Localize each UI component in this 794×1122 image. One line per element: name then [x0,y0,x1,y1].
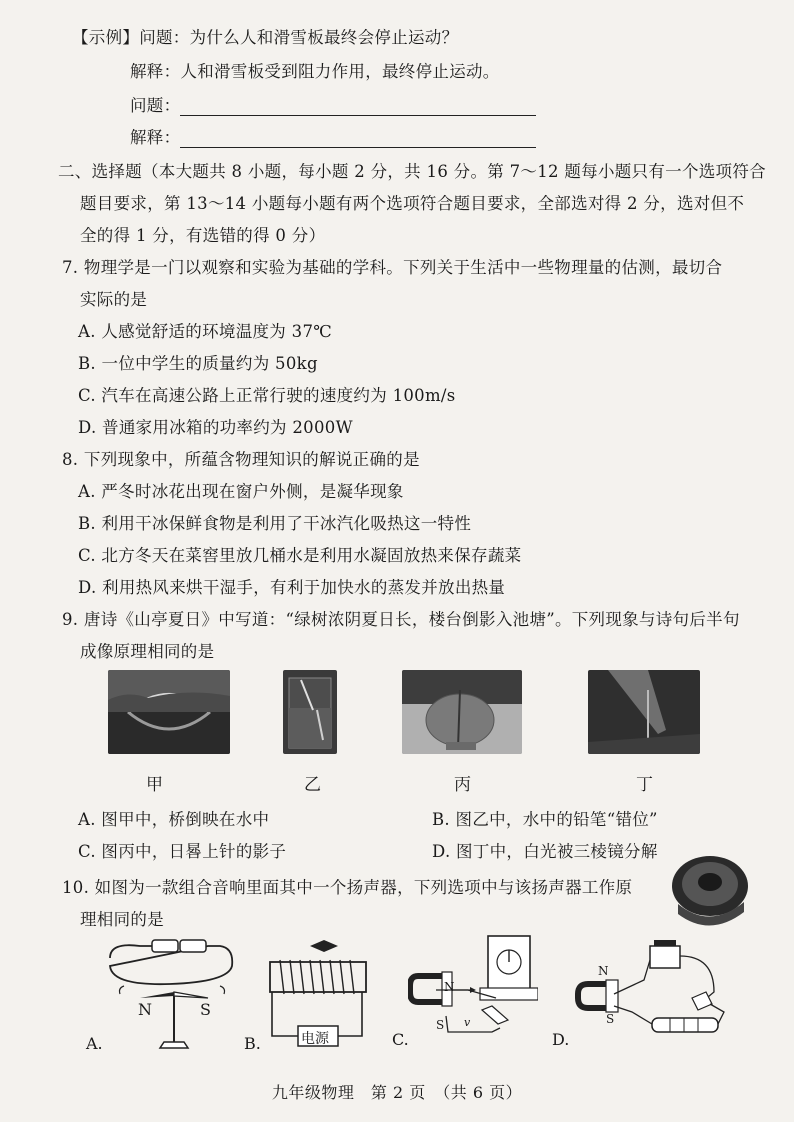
pencil-in-water-photo [283,670,337,754]
diagram-d-motor [574,932,734,1056]
q9-option-d[interactable]: D. 图丁中，白光被三棱镜分解 [432,842,658,861]
example-question [72,24,458,48]
q9-option-c[interactable]: C. 图丙中，日晷上针的影子 [78,842,287,861]
explanation-answer-blank[interactable] [180,131,536,148]
page-footer: 九年级物理 第 2 页 （共 6 页） [271,1083,523,1102]
explanation-blank-row [130,124,536,148]
q8-stem: 8. 下列现象中，所蕴含物理知识的解说正确的是 [62,450,420,469]
diag-c-n: N [444,980,455,994]
diag-d-s: S [606,1012,615,1026]
example-tag: 【示例】 [72,28,140,47]
speaker-photo [664,852,752,928]
diag-a-s: S [200,1000,211,1019]
diag-d-n: N [598,964,609,978]
q8-option-b[interactable]: B. 利用干冰保鲜食物是利用了干冰汽化吸热这一特性 [78,514,472,533]
q9-stem-line2: 成像原理相同的是 [80,642,215,661]
q7-option-a[interactable]: A. 人感觉舒适的环境温度为 37℃ [78,322,333,341]
q8-option-d[interactable]: D. 利用热风来烘干湿手，有利于加快水的蒸发并放出热量 [78,578,506,597]
q10-stem-line1: 10. 如图为一款组合音响里面其中一个扬声器，下列选项中与该扬声器工作原 [62,878,633,897]
diag-c-v: v [464,1016,471,1029]
question-answer-blank[interactable] [180,99,536,116]
example-question-text: 问题：为什么人和滑雪板最终会停止运动？ [139,28,459,47]
caption-yi: 乙 [304,775,321,795]
q7-stem-line2: 实际的是 [80,290,148,309]
sundial-photo [402,670,522,754]
caption-bing: 丙 [454,775,471,795]
section2-heading-line1 [58,158,766,182]
q7-option-d[interactable]: D. 普通家用冰箱的功率约为 2000W [78,418,353,437]
q9-option-b[interactable]: B. 图乙中，水中的铅笔“错位” [432,810,658,829]
q10-stem-line2: 理相同的是 [80,910,164,929]
example-explanation: 解释：人和滑雪板受到阻力作用，最终停止运动。 [130,62,500,81]
section2-heading-text1: 二、选择题（本大题共 8 小题，每小题 2 分，共 16 分。第 7～12 题每小题只有一个选项符合 [58,162,766,181]
caption-jia: 甲 [146,775,163,795]
question-label: 问题： [130,96,181,115]
section2-heading-line3: 全的得 1 分，有选错的得 0 分） [80,226,326,245]
bridge-reflection-photo [108,670,230,754]
diagram-a-oersted [100,936,240,1056]
caption-ding: 丁 [636,775,653,795]
q10-option-d-label[interactable]: D. [552,1030,570,1049]
diag-b-power: 电源 [301,1031,329,1047]
q10-option-c-label[interactable]: C. [392,1030,409,1049]
q9-stem-line1: 9. 唐诗《山亭夏日》中写道：“绿树浓阴夏日长，楼台倒影入池塘”。下列现象与诗句后半句 [62,610,740,629]
prism-dispersion-photo [588,670,700,754]
q10-option-a-label[interactable]: A. [86,1034,103,1053]
diag-a-n: N [138,1000,152,1019]
q7-option-c[interactable]: C. 汽车在高速公路上正常行驶的速度约为 100m/s [78,386,456,405]
q10-option-b-label[interactable]: B. [244,1034,261,1053]
q7-option-b[interactable]: B. 一位中学生的质量约为 50kg [78,354,318,373]
q8-option-a[interactable]: A. 严冬时冰花出现在窗户外侧，是凝华现象 [78,482,404,501]
question-blank-row [130,92,536,116]
explanation-label: 解释： [130,128,181,147]
diag-c-s: S [436,1018,445,1032]
q9-option-a[interactable]: A. 图甲中，桥倒映在水中 [78,810,270,829]
diagram-c-induction [408,932,538,1056]
q8-option-c[interactable]: C. 北方冬天在菜窖里放几桶水是利用水凝固放热来保存蔬菜 [78,546,522,565]
q7-stem-line1: 7. 物理学是一门以观察和实验为基础的学科。下列关于生活中一些物理量的估测，最切合 [62,258,723,277]
section2-heading-line2: 题目要求，第 13～14 小题每小题有两个选项符合题目要求，全部选对得 2 分，选对但不 [80,194,745,213]
